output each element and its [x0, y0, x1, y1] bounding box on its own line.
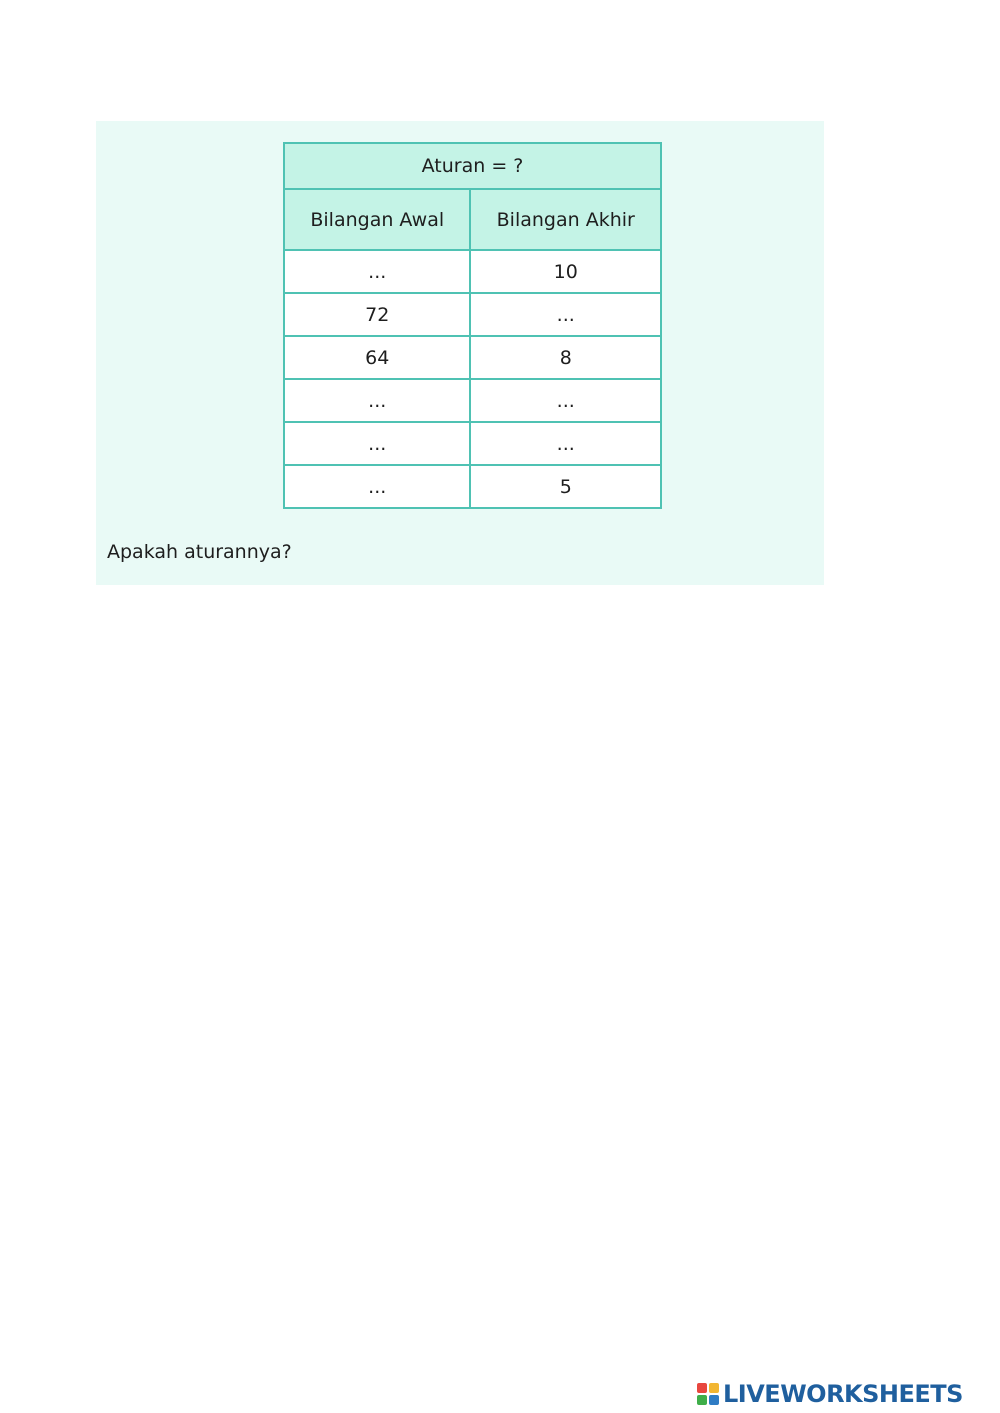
table-row: [284, 250, 661, 293]
table-header-row: [284, 189, 661, 250]
cell-initial: ...: [284, 422, 470, 465]
logo-square-yellow: [709, 1383, 719, 1393]
table-row: [284, 379, 661, 422]
brand-logo: [697, 1380, 963, 1408]
cell-initial: ...: [284, 379, 470, 422]
logo-square-blue: [709, 1395, 719, 1405]
cell-final: ...: [470, 422, 661, 465]
cell-final: 10: [470, 250, 661, 293]
cell-initial: ...: [284, 465, 470, 508]
table-title-row: [284, 143, 661, 189]
cell-initial: 72: [284, 293, 470, 336]
table-title: Aturan = ?: [284, 143, 661, 189]
table-row: [284, 422, 661, 465]
column-header-final: Bilangan Akhir: [470, 189, 661, 250]
liveworksheets-logo-icon: [697, 1383, 719, 1405]
table-row: [284, 336, 661, 379]
cell-initial: 64: [284, 336, 470, 379]
logo-square-red: [697, 1383, 707, 1393]
table-row: [284, 293, 661, 336]
worksheet-panel: [96, 121, 824, 585]
cell-final: 8: [470, 336, 661, 379]
column-header-initial: Bilangan Awal: [284, 189, 470, 250]
table-row: [284, 465, 661, 508]
question-text: Apakah aturannya?: [107, 541, 292, 563]
cell-final: ...: [470, 293, 661, 336]
cell-final: ...: [470, 379, 661, 422]
brand-name: LIVEWORKSHEETS: [723, 1380, 963, 1408]
logo-square-green: [697, 1395, 707, 1405]
cell-initial: ...: [284, 250, 470, 293]
cell-final: 5: [470, 465, 661, 508]
rule-table: [283, 142, 662, 509]
